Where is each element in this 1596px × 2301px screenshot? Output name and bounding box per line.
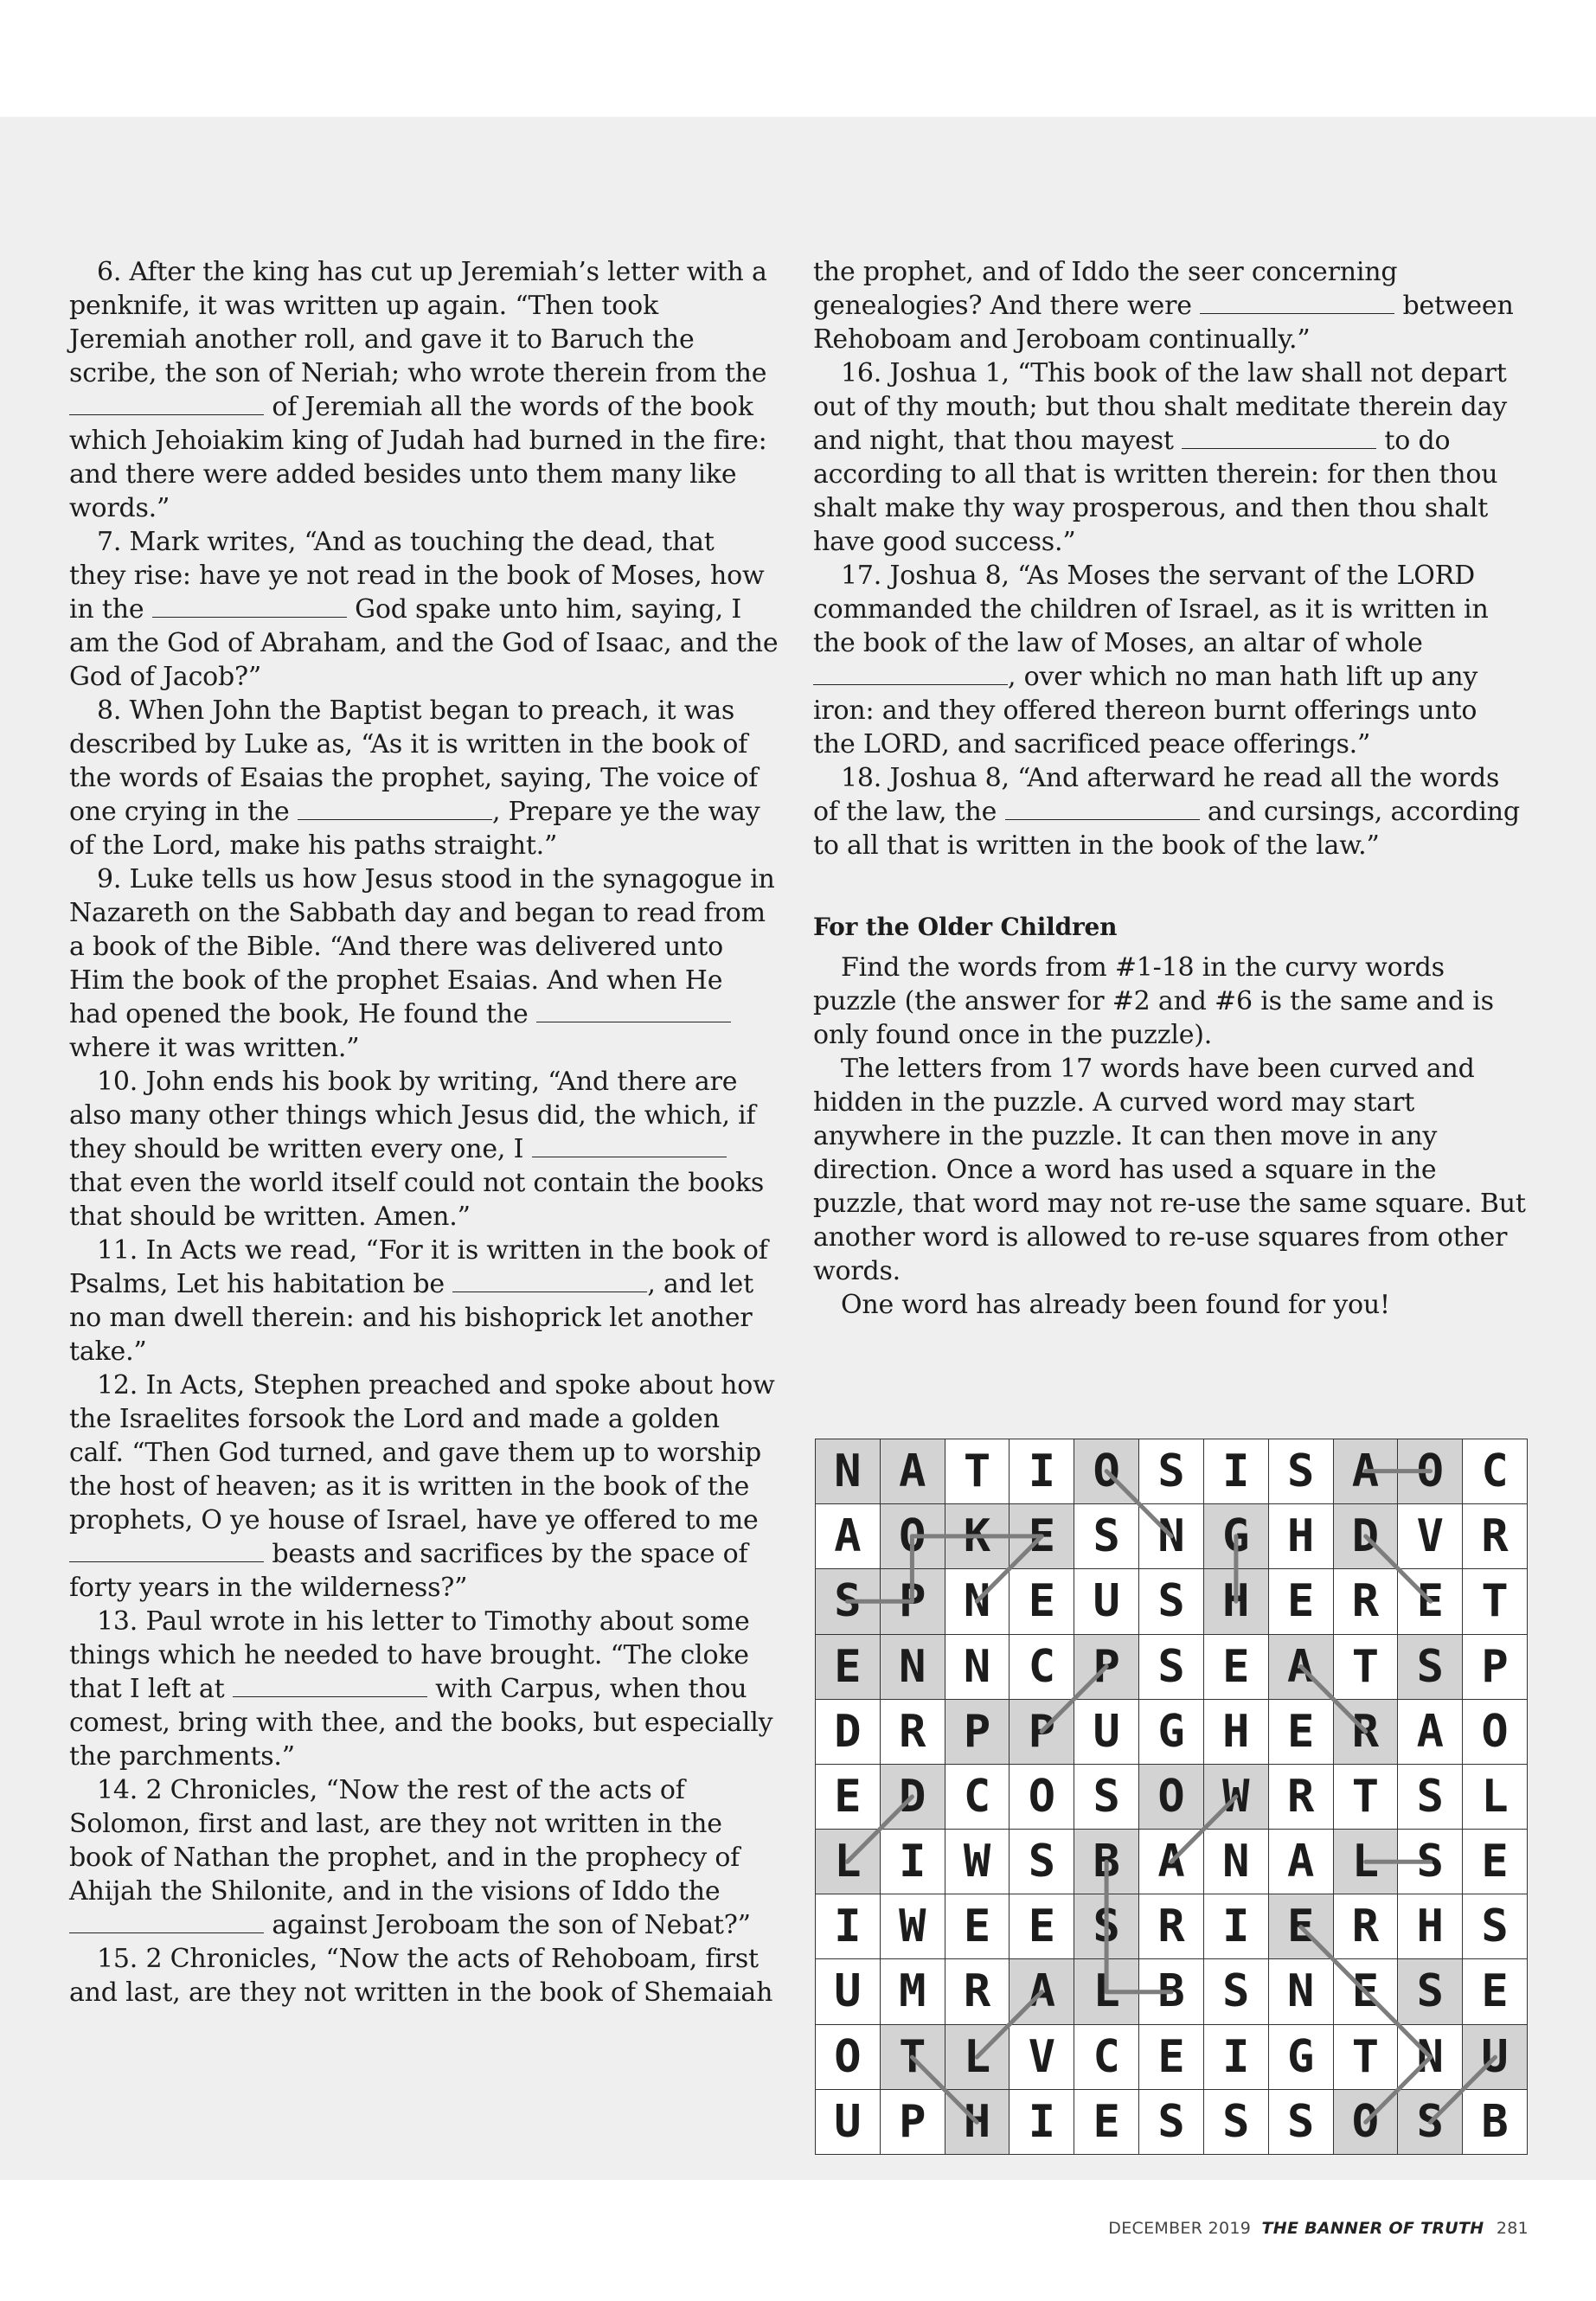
question-q18: [813, 761, 1527, 862]
puzzle-cell[interactable]: P: [1463, 1634, 1528, 1699]
footer-magazine: THE BANNER OF TRUTH: [1261, 2219, 1484, 2238]
puzzle-cell[interactable]: E: [1463, 1959, 1528, 2024]
answer-blank[interactable]: [536, 1021, 731, 1022]
puzzle-cell[interactable]: U: [816, 1959, 881, 2024]
puzzle-cell[interactable]: S: [1463, 1894, 1528, 1959]
puzzle-cell[interactable]: T: [945, 1439, 1010, 1504]
question-q11: [69, 1234, 779, 1368]
puzzle-cell[interactable]: G: [1203, 1504, 1268, 1569]
puzzle-cell[interactable]: A: [1268, 1830, 1333, 1894]
question-text: , and let no man dwell therein: and his bishoprick let another take.”: [69, 1269, 753, 1367]
puzzle-cell[interactable]: A: [1139, 1830, 1204, 1894]
right-column: [813, 255, 1527, 1322]
puzzle-cell[interactable]: E: [945, 1894, 1010, 1959]
puzzle-cell[interactable]: N: [1203, 1830, 1268, 1894]
puzzle-cell[interactable]: R: [945, 1959, 1010, 2024]
puzzle-cell[interactable]: C: [1074, 2024, 1139, 2089]
puzzle-cell[interactable]: O: [880, 1504, 945, 1569]
puzzle-cell[interactable]: O: [1010, 1764, 1074, 1829]
puzzle-row: [816, 1504, 1528, 1569]
question-text: 13. Paul wrote in his letter to Timothy about some things which he needed to have brought. “The cloke that I left at: [69, 1606, 750, 1704]
puzzle-cell[interactable]: I: [880, 1830, 945, 1894]
page-footer: [1108, 2219, 1529, 2238]
puzzle-row: [816, 1894, 1528, 1959]
instruction-paragraph: One word has already been found for you!: [841, 1290, 1390, 1320]
answer-blank[interactable]: [298, 818, 492, 820]
puzzle-cell[interactable]: P: [945, 1699, 1010, 1764]
puzzle-cell[interactable]: E: [1203, 1634, 1268, 1699]
puzzle-cell[interactable]: E: [1074, 2089, 1139, 2154]
puzzle-cell[interactable]: A: [1333, 1439, 1398, 1504]
puzzle-cell[interactable]: S: [1010, 1830, 1074, 1894]
puzzle-row: [816, 1699, 1528, 1764]
answer-blank[interactable]: [1200, 312, 1394, 314]
puzzle-cell[interactable]: E: [1398, 1569, 1463, 1634]
question-text: commanded the children of Israel, as it is written in the book of the law of Moses, an altar of whole: [813, 594, 1489, 658]
puzzle-cell[interactable]: E: [1463, 1830, 1528, 1894]
puzzle-cell[interactable]: E: [816, 1634, 881, 1699]
puzzle-cell[interactable]: E: [1268, 1569, 1333, 1634]
question-q13: [69, 1605, 779, 1773]
question-text: 6. After the king has cut up Jeremiah’s letter with a penknife, it was written up again. “Then took Jeremiah another roll, and gave it to Baruch the scribe, the son of Neriah; who wrote therein from the: [69, 257, 767, 388]
puzzle-cell[interactable]: O: [1074, 1439, 1139, 1504]
puzzle-cell[interactable]: H: [1203, 1569, 1268, 1634]
puzzle-cell[interactable]: E: [1139, 2024, 1204, 2089]
puzzle-cell[interactable]: N: [1268, 1959, 1333, 2024]
puzzle-cell[interactable]: A: [1268, 1634, 1333, 1699]
small-caps-lord: LORD: [1396, 561, 1475, 591]
puzzle-cell[interactable]: T: [1463, 1569, 1528, 1634]
answer-blank[interactable]: [452, 1291, 647, 1292]
question-text: beasts and sacrifices by the space of forty years in the wilderness?”: [69, 1539, 748, 1603]
puzzle-cell[interactable]: S: [1203, 1959, 1268, 2024]
puzzle-cell[interactable]: I: [1010, 2089, 1074, 2154]
puzzle-cell[interactable]: O: [1333, 2089, 1398, 2154]
puzzle-cell[interactable]: M: [880, 1959, 945, 2024]
question-text: of Jeremiah all the words of the book which Jehoiakim king of Judah had burned in the fire: and there were added besides unto them many like words.”: [69, 392, 767, 523]
puzzle-row: [816, 2024, 1528, 2089]
puzzle-grid: [815, 1439, 1528, 2155]
puzzle-cell[interactable]: V: [1010, 2024, 1074, 2089]
puzzle-cell[interactable]: L: [1333, 1830, 1398, 1894]
question-text: the prophet, and of Iddo the seer concerning genealogies? And there were: [813, 257, 1398, 321]
puzzle-cell[interactable]: N: [880, 1634, 945, 1699]
puzzle-cell[interactable]: N: [945, 1634, 1010, 1699]
instruction-paragraph: Find the words from #1-18 in the curvy words puzzle (the answer for #2 and #6 is the same and is only found once in the puzzle).: [813, 952, 1494, 1050]
answer-blank[interactable]: [233, 1695, 427, 1697]
puzzle-cell[interactable]: E: [816, 1764, 881, 1829]
answer-blank[interactable]: [1182, 447, 1376, 449]
puzzle-cell[interactable]: K: [945, 1504, 1010, 1569]
puzzle-cell[interactable]: E: [1010, 1894, 1074, 1959]
puzzle-cell[interactable]: R: [880, 1699, 945, 1764]
puzzle-cell[interactable]: L: [1463, 1764, 1528, 1829]
page: [0, 117, 1596, 2238]
puzzle-cell[interactable]: R: [1333, 1699, 1398, 1764]
puzzle-cell[interactable]: C: [1463, 1439, 1528, 1504]
puzzle-cell[interactable]: I: [1203, 1894, 1268, 1959]
left-column: [69, 255, 779, 2009]
puzzle-cell[interactable]: S: [1074, 1764, 1139, 1829]
question-q6: [69, 255, 779, 525]
answer-blank[interactable]: [813, 683, 1008, 685]
puzzle-cell[interactable]: P: [880, 1569, 945, 1634]
question-text: , Prepare ye the way of the Lord, make his paths straight.”: [69, 797, 760, 861]
puzzle-row: [816, 1764, 1528, 1829]
puzzle-cell[interactable]: S: [1398, 1634, 1463, 1699]
puzzle-row: [816, 1830, 1528, 1894]
puzzle-cell[interactable]: S: [816, 1569, 881, 1634]
puzzle-cell[interactable]: U: [1074, 1699, 1139, 1764]
puzzle-cell[interactable]: B: [1139, 1959, 1204, 2024]
puzzle-cell[interactable]: W: [880, 1894, 945, 1959]
puzzle-cell[interactable]: R: [1333, 1569, 1398, 1634]
question-q16: [813, 356, 1527, 559]
question-text: 7. Mark writes, “And as touching the dead, that they rise: have ye not read in the book of Moses, how in the: [69, 527, 765, 625]
puzzle-cell[interactable]: A: [880, 1439, 945, 1504]
question-text: 9. Luke tells us how Jesus stood in the synagogue in Nazareth on the Sabbath day and began to read from a book of the Bible. “And there was delivered unto Him the book of the prophet Esaias. And when He had opened the book, He found the: [69, 864, 775, 1029]
puzzle-cell[interactable]: O: [1139, 1764, 1204, 1829]
puzzle-cell[interactable]: I: [1010, 1439, 1074, 1504]
answer-blank[interactable]: [69, 1932, 264, 1933]
puzzle-cell[interactable]: G: [1268, 2024, 1333, 2089]
small-caps-lord: LORD: [862, 729, 942, 760]
puzzle-cell[interactable]: D: [816, 1699, 881, 1764]
puzzle-row: [816, 1569, 1528, 1634]
puzzle-cell[interactable]: S: [1139, 1634, 1204, 1699]
question-text: 10. John ends his book by writing, “And there are also many other things which Jesus did, the which, if they should be written every one, I: [69, 1067, 756, 1164]
puzzle-cell[interactable]: U: [1074, 1569, 1139, 1634]
question-q15b: [813, 255, 1527, 356]
puzzle-cell[interactable]: S: [1398, 1764, 1463, 1829]
question-text: that even the world itself could not contain the books that should be written. Amen.”: [69, 1168, 765, 1232]
puzzle-cell[interactable]: E: [1268, 1894, 1333, 1959]
question-q14: [69, 1773, 779, 1942]
curvy-words-puzzle: [815, 1439, 1528, 2155]
puzzle-cell[interactable]: A: [1010, 1959, 1074, 2024]
question-text: and cursings, according to all that is written in the book of the law.”: [813, 797, 1520, 861]
question-text: 14. 2 Chronicles, “Now the rest of the acts of Solomon, first and last, are they not written in the book of Nathan the prophet, and in the prophecy of Ahijah the Shilonite, and in the visions of Iddo the: [69, 1775, 740, 1907]
answer-blank[interactable]: [532, 1156, 727, 1157]
answer-blank[interactable]: [152, 616, 347, 618]
question-text: , and sacrificed peace offerings.”: [941, 729, 1371, 760]
puzzle-cell[interactable]: N: [1139, 1504, 1204, 1569]
puzzle-cell[interactable]: O: [816, 2024, 881, 2089]
puzzle-cell[interactable]: B: [1463, 2089, 1528, 2154]
puzzle-cell[interactable]: I: [816, 1894, 881, 1959]
puzzle-cell[interactable]: E: [1333, 1959, 1398, 2024]
puzzle-cell[interactable]: H: [1203, 1699, 1268, 1764]
puzzle-cell[interactable]: T: [1333, 1764, 1398, 1829]
puzzle-cell[interactable]: U: [1463, 2024, 1528, 2089]
question-q8: [69, 694, 779, 862]
question-text: God spake unto him, saying, I am the God of Abraham, and the God of Isaac, and the God of Jacob?”: [69, 594, 779, 692]
question-text: 18. Joshua 8, “And afterward he read all the words of the law, the: [813, 763, 1500, 827]
puzzle-cell[interactable]: R: [1463, 1504, 1528, 1569]
puzzle-cell[interactable]: E: [1010, 1569, 1074, 1634]
puzzle-cell[interactable]: N: [1398, 2024, 1463, 2089]
answer-blank[interactable]: [1005, 818, 1200, 820]
question-text: against Jeroboam the son of Nebat?”: [264, 1910, 751, 1940]
puzzle-cell[interactable]: V: [1398, 1504, 1463, 1569]
question-text: 16. Joshua 1, “This book of the law shall not depart out of thy mouth; but thou shalt meditate therein day and night, that thou mayest: [813, 358, 1507, 456]
puzzle-cell[interactable]: H: [1268, 1504, 1333, 1569]
puzzle-row: [816, 2089, 1528, 2154]
puzzle-cell[interactable]: S: [1203, 2089, 1268, 2154]
question-text: 11. In Acts we read, “For it is written in the book of Psalms, Let his habitation be: [69, 1235, 768, 1299]
puzzle-cell[interactable]: N: [816, 1439, 881, 1504]
puzzle-cell[interactable]: L: [1074, 1959, 1139, 2024]
puzzle-cell[interactable]: R: [1333, 1894, 1398, 1959]
puzzle-cell[interactable]: S: [1398, 1830, 1463, 1894]
instruction-paragraph: The letters from 17 words have been curved and hidden in the puzzle. A curved word may start anywhere in the puzzle. It can then move in any direction. Once a word has used a square in the puzzle, that word may not re-use the same square. But another word is allowed to re-use squares from other words.: [813, 1054, 1526, 1286]
puzzle-cell[interactable]: S: [1074, 1504, 1139, 1569]
puzzle-cell[interactable]: U: [816, 2089, 881, 2154]
question-q17: [813, 559, 1527, 761]
puzzle-cell[interactable]: S: [1139, 2089, 1204, 2154]
puzzle-cell[interactable]: S: [1398, 2089, 1463, 2154]
question-text: 17. Joshua 8, “As Moses the servant of the: [841, 561, 1397, 591]
question-q12: [69, 1368, 779, 1605]
puzzle-cell[interactable]: G: [1139, 1699, 1204, 1764]
question-q9: [69, 862, 779, 1065]
footer-date: DECEMBER 2019: [1108, 2219, 1252, 2238]
puzzle-cell[interactable]: A: [816, 1504, 881, 1569]
puzzle-cell[interactable]: T: [1333, 1634, 1398, 1699]
puzzle-row: [816, 1634, 1528, 1699]
puzzle-cell[interactable]: B: [1074, 1830, 1139, 1894]
right-column-questions: [813, 255, 1527, 862]
puzzle-row: [816, 1439, 1528, 1504]
puzzle-cell[interactable]: H: [945, 2089, 1010, 2154]
puzzle-cell[interactable]: E: [1010, 1504, 1074, 1569]
question-text: 12. In Acts, Stephen preached and spoke about how the Israelites forsook the Lord and made a golden calf. “Then God turned, and gave them up to worship the host of heaven; as it is written in the book of the prophets, O ye house of Israel, have ye offered to me: [69, 1370, 775, 1535]
puzzle-cell[interactable]: L: [816, 1830, 881, 1894]
puzzle-cell[interactable]: R: [1268, 1764, 1333, 1829]
question-text: , over which no man hath lift up any iron: and they offered thereon burnt offerings unto the: [813, 662, 1478, 760]
puzzle-cell[interactable]: S: [1139, 1439, 1204, 1504]
puzzle-cell[interactable]: S: [1268, 2089, 1333, 2154]
puzzle-cell[interactable]: O: [1398, 1439, 1463, 1504]
puzzle-cell[interactable]: A: [1398, 1699, 1463, 1764]
puzzle-cell[interactable]: D: [1333, 1504, 1398, 1569]
puzzle-cell[interactable]: C: [945, 1764, 1010, 1829]
question-text: 15. 2 Chronicles, “Now the acts of Rehoboam, first and last, are they not written in the book of Shemaiah: [69, 1944, 773, 2008]
puzzle-cell[interactable]: S: [1074, 1894, 1139, 1959]
question-q10: [69, 1065, 779, 1234]
question-q7: [69, 525, 779, 694]
puzzle-cell[interactable]: E: [1268, 1699, 1333, 1764]
puzzle-cell[interactable]: W: [1203, 1764, 1268, 1829]
question-text: where it was written.”: [69, 1033, 360, 1063]
puzzle-cell[interactable]: H: [1398, 1894, 1463, 1959]
puzzle-cell[interactable]: P: [1074, 1634, 1139, 1699]
puzzle-cell[interactable]: S: [1268, 1439, 1333, 1504]
question-q15a: [69, 1942, 779, 2009]
question-text: with Carpus, when thou comest, bring with thee, and the books, but especially the parchments.”: [69, 1674, 773, 1772]
puzzle-cell[interactable]: I: [1203, 1439, 1268, 1504]
puzzle-cell[interactable]: R: [1139, 1894, 1204, 1959]
footer-page-number: 281: [1496, 2219, 1529, 2238]
puzzle-cell[interactable]: D: [880, 1764, 945, 1829]
puzzle-cell[interactable]: N: [945, 1569, 1010, 1634]
question-text: 8. When John the Baptist began to preach, it was described by Luke as, “As it is written in the book of the words of Esaias the prophet, saying, The voice of one crying in the: [69, 695, 759, 827]
puzzle-cell[interactable]: T: [1333, 2024, 1398, 2089]
puzzle-cell[interactable]: C: [1010, 1634, 1074, 1699]
puzzle-cell[interactable]: O: [1463, 1699, 1528, 1764]
puzzle-cell[interactable]: W: [945, 1830, 1010, 1894]
puzzle-cell[interactable]: L: [945, 2024, 1010, 2089]
puzzle-cell[interactable]: P: [880, 2089, 945, 2154]
puzzle-cell[interactable]: S: [1139, 1569, 1204, 1634]
older-children-instructions: [813, 951, 1527, 1322]
puzzle-cell[interactable]: S: [1398, 1959, 1463, 2024]
puzzle-cell[interactable]: I: [1203, 2024, 1268, 2089]
question-text: between Rehoboam and Jeroboam continually.”: [813, 291, 1514, 355]
puzzle-row: [816, 1959, 1528, 2024]
answer-blank[interactable]: [69, 1561, 264, 1562]
answer-blank[interactable]: [69, 413, 264, 415]
question-text: to do according to all that is written therein: for then thou shalt make thy way prosperous, and then thou shalt have good success.”: [813, 426, 1498, 557]
older-children-heading: For the Older Children: [813, 913, 1118, 941]
puzzle-cell[interactable]: T: [880, 2024, 945, 2089]
puzzle-cell[interactable]: P: [1010, 1699, 1074, 1764]
